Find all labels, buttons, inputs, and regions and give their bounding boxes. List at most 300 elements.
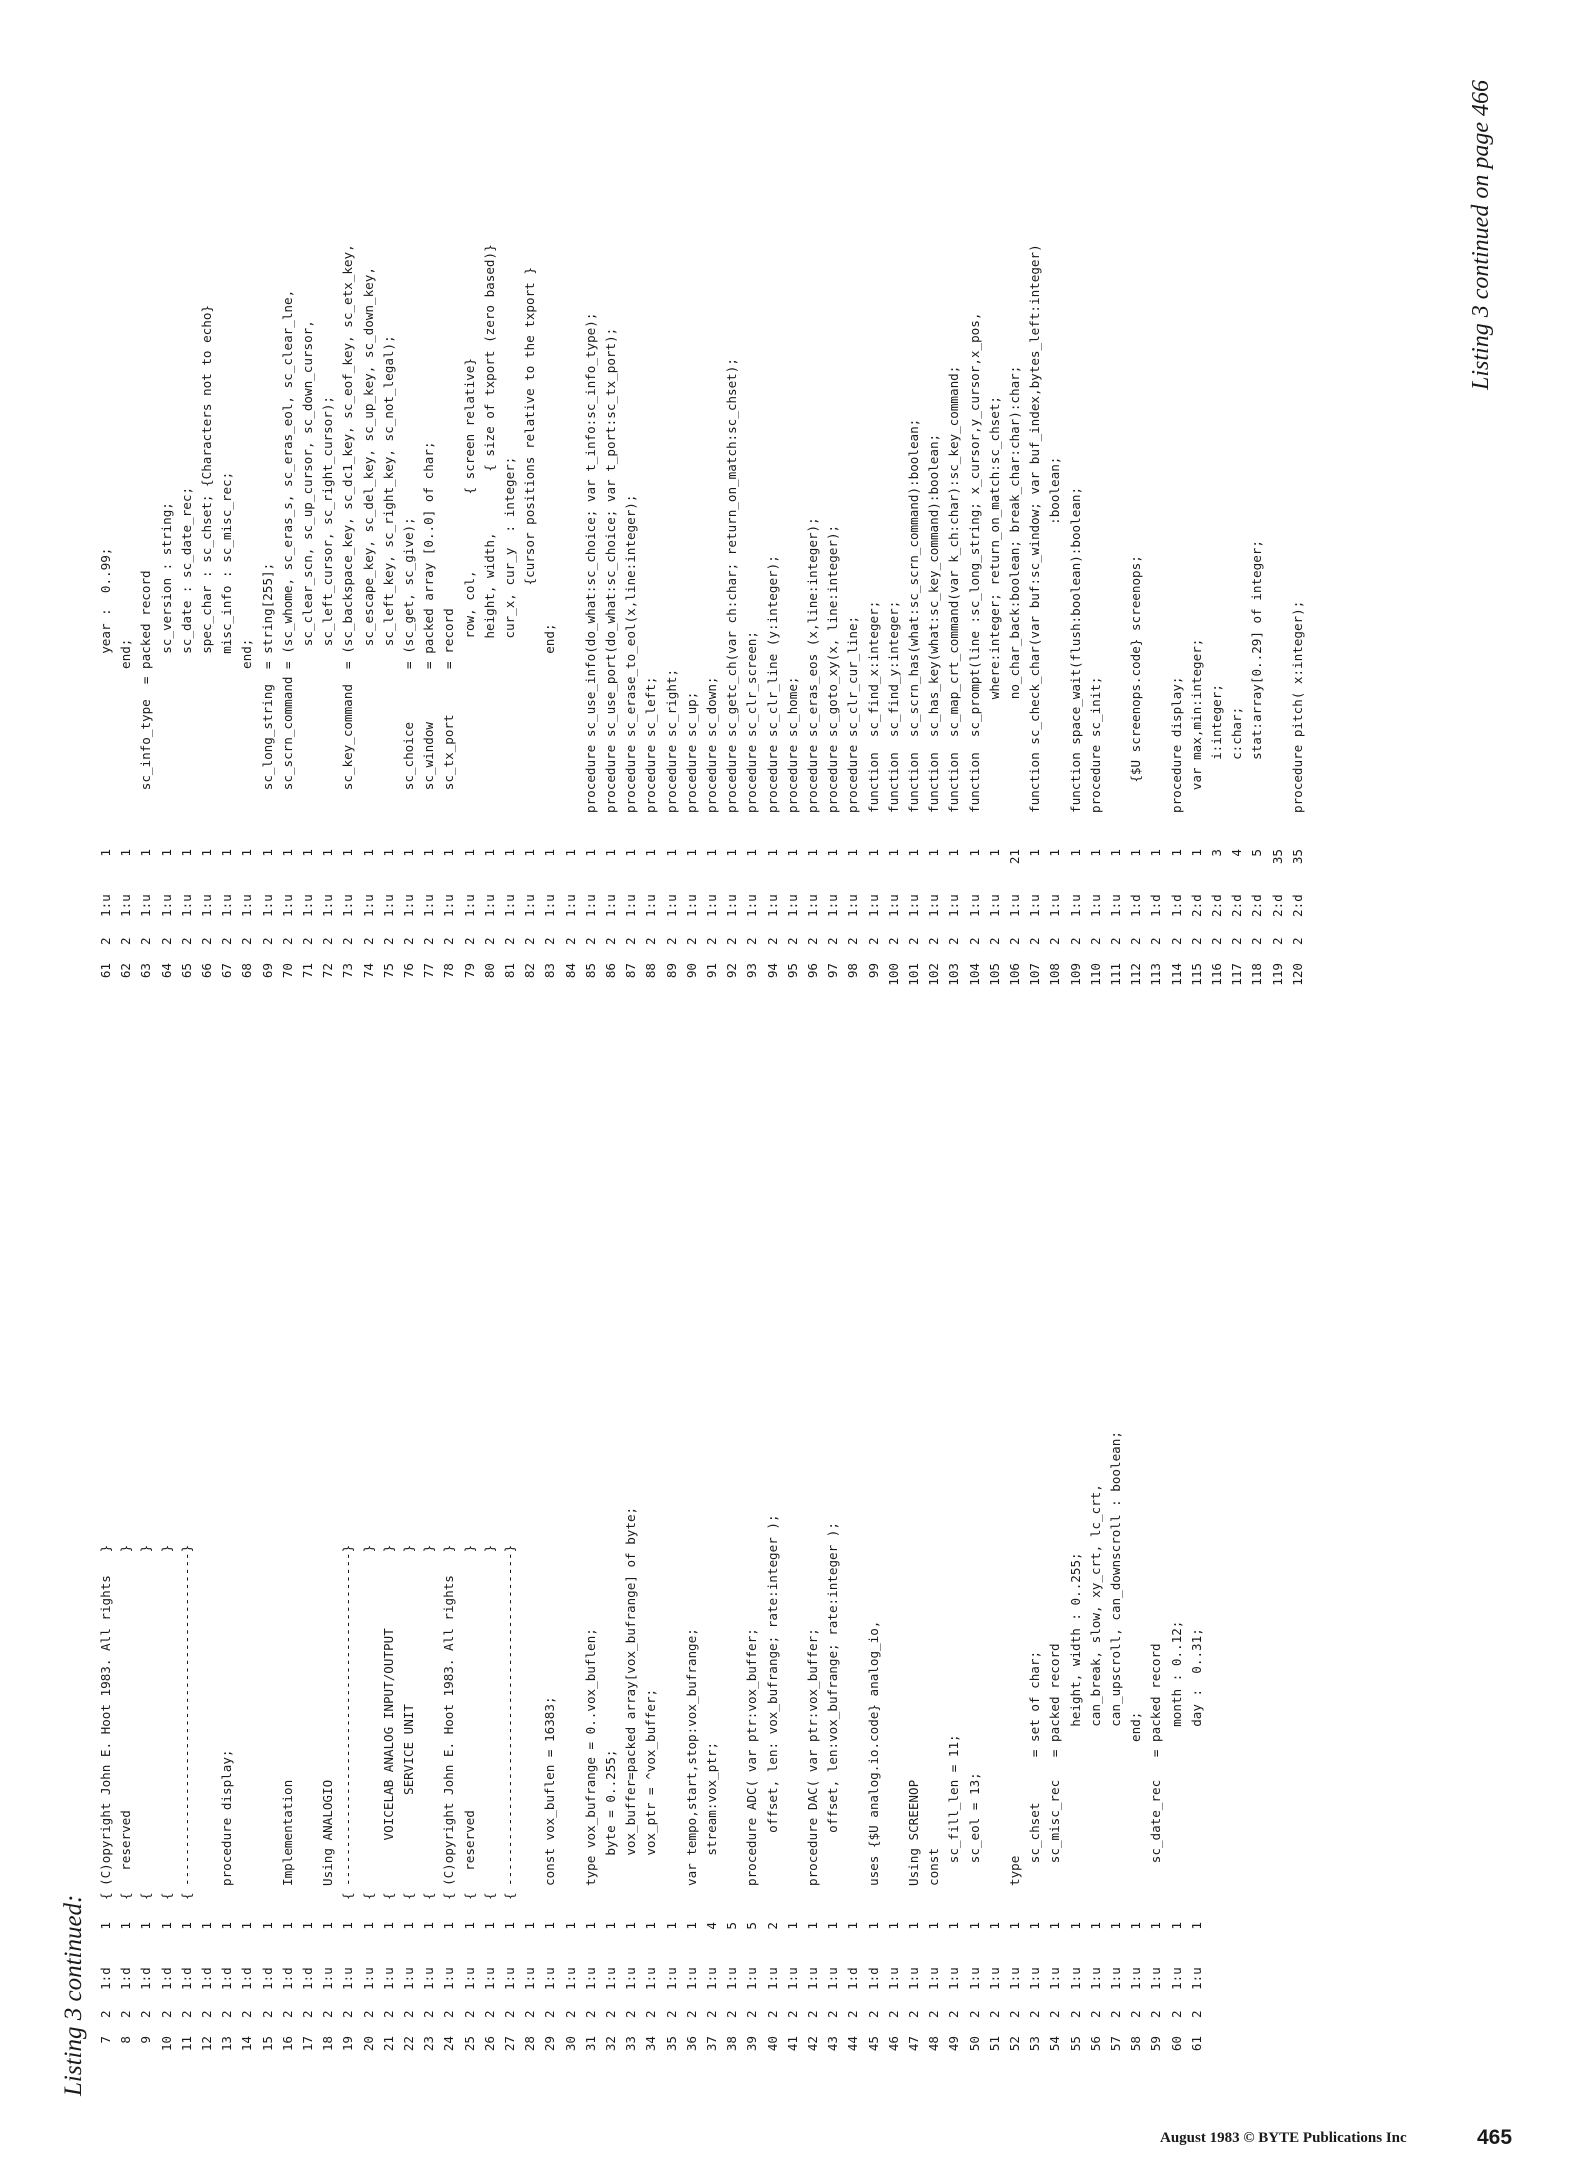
segment-number: 2 [683, 2010, 699, 2018]
code-text: reserved } [461, 1544, 477, 1886]
line-number: 12 [199, 2036, 214, 2052]
lex-level: 1:u [805, 894, 820, 917]
line-number: 9 [138, 2036, 154, 2044]
line-number: 39 [744, 2036, 760, 2052]
lex-level: 1:d [1168, 894, 1184, 917]
block-number: 1 [320, 849, 336, 857]
block-number: 1 [704, 849, 719, 857]
lex-level: 1:d [199, 1967, 214, 1990]
line-number: 94 [764, 963, 780, 979]
segment-number: 2 [986, 937, 1002, 945]
segment-number: 2 [1168, 2010, 1184, 2018]
line-number: 90 [683, 963, 699, 979]
segment-number: 2 [219, 937, 235, 945]
comment-brace: { [138, 1892, 154, 1900]
line-number: 61 [98, 963, 113, 979]
line-number: 49 [946, 2036, 962, 2052]
line-number: 102 [926, 963, 942, 986]
code-text: sc_fill_len = 11; [946, 1734, 962, 1886]
code-text: can_break, slow, xy_crt, lc_crt, [1087, 1484, 1103, 1886]
lex-level: 1:u [1007, 894, 1022, 917]
block-number: 1 [623, 849, 639, 857]
line-number: 85 [582, 963, 598, 979]
block-number: 1 [643, 1922, 659, 1930]
comment-brace: { [441, 1892, 457, 1900]
block-number: 21 [1007, 849, 1022, 865]
lex-level: 1:u [360, 894, 376, 917]
block-number: 1 [784, 849, 800, 857]
block-number: 1 [401, 849, 416, 857]
line-number: 89 [663, 963, 679, 979]
block-number: 1 [1128, 1922, 1144, 1930]
lex-level: 1:u [784, 894, 800, 917]
lex-level: 1:u [1148, 1967, 1164, 1990]
code-text: } [138, 1544, 154, 1886]
line-number: 93 [744, 963, 760, 979]
code-text: function sc_scrn_has(what:sc_scrn_command):boolean; [906, 418, 921, 813]
code-text: sc_long_string = string[255]; [259, 562, 275, 813]
code-text: procedure sc_down; [704, 676, 719, 813]
segment-number: 2 [481, 2010, 497, 2018]
block-number: 1 [986, 849, 1002, 857]
line-number: 53 [1027, 2036, 1043, 2052]
lex-level: 1:u [562, 1967, 578, 1990]
lex-level: 1:u [542, 1967, 558, 1990]
segment-number: 2 [825, 2010, 841, 2018]
code-text: procedure sc_init; [1087, 676, 1103, 813]
segment-number: 2 [1027, 937, 1043, 945]
code-text: end; [118, 638, 134, 813]
segment-number: 2 [623, 937, 639, 945]
lex-level: 1:u [724, 894, 740, 917]
line-number: 78 [441, 963, 457, 979]
line-number: 116 [1209, 963, 1224, 986]
lex-level: 1:u [441, 894, 457, 917]
code-text: function sc_prompt(line :sc_long_string; x_cursor,y_cursor,x_pos, [966, 312, 982, 813]
lex-level: 1:d [300, 1967, 315, 1990]
line-number: 77 [421, 963, 437, 979]
code-text: :boolean; [1047, 456, 1063, 813]
line-number: 25 [461, 2036, 477, 2052]
segment-number: 2 [582, 937, 598, 945]
code-text: sc_key_command = (sc_backspace_key, sc_dc1_key, sc_eof_key, sc_etx_key, [340, 244, 356, 813]
segment-number: 2 [1249, 937, 1265, 945]
block-number: 1 [502, 849, 517, 857]
segment-number: 2 [1289, 937, 1305, 945]
code-text: procedure ADC( var ptr:vox_buffer; [744, 1628, 760, 1886]
block-number: 1 [118, 849, 134, 857]
segment-number: 2 [1168, 937, 1184, 945]
segment-number: 2 [784, 2010, 800, 2018]
code-text: SERVICE UNIT } [401, 1544, 416, 1886]
lex-level: 1:u [461, 894, 477, 917]
lex-level: 1:u [623, 1967, 639, 1990]
block-number: 1 [865, 849, 881, 857]
line-number: 107 [1027, 963, 1043, 986]
segment-number: 2 [441, 2010, 457, 2018]
lex-level: 1:u [1047, 1967, 1063, 1990]
block-number: 1 [1188, 849, 1204, 857]
block-number: 1 [481, 1922, 497, 1930]
lex-level: 1:u [1007, 1967, 1022, 1990]
lex-level: 1:u [340, 1967, 356, 1990]
lex-level: 1:d [98, 1967, 113, 1990]
segment-number: 2 [966, 2010, 982, 2018]
lex-level: 1:u [885, 894, 901, 917]
code-text: misc_info : sc_misc_rec; [219, 471, 235, 813]
code-text: procedure display; [219, 1749, 235, 1886]
block-number: 1 [542, 849, 558, 857]
lex-level: 1:u [784, 1967, 800, 1990]
code-text: function sc_check_char(var buf:sc_window; var buf_index,bytes_left:integer) [1027, 244, 1043, 813]
block-number: 1 [380, 1922, 396, 1930]
line-number: 20 [360, 2036, 376, 2052]
block-number: 1 [825, 849, 841, 857]
lex-level: 1:u [704, 894, 719, 917]
code-text: sc_window = packed array [0..0] of char; [421, 441, 437, 813]
lex-level: 2:d [1289, 894, 1305, 917]
block-number: 1 [279, 1922, 295, 1930]
block-number: 1 [542, 1922, 558, 1930]
segment-number: 2 [279, 937, 295, 945]
segment-number: 2 [401, 2010, 416, 2018]
segment-number: 2 [340, 937, 356, 945]
segment-number: 2 [865, 937, 881, 945]
block-number: 5 [724, 1922, 740, 1930]
lex-level: 1:u [401, 1967, 416, 1990]
segment-number: 2 [845, 2010, 861, 2018]
segment-number: 2 [98, 937, 113, 945]
line-number: 34 [643, 2036, 659, 2052]
block-number: 1 [845, 1922, 861, 1930]
line-number: 81 [502, 963, 517, 979]
segment-number: 2 [1007, 937, 1022, 945]
block-number: 1 [906, 1922, 921, 1930]
block-number: 1 [340, 849, 356, 857]
block-number: 35 [1269, 849, 1285, 865]
segment-number: 2 [441, 937, 457, 945]
comment-brace: { [421, 1892, 437, 1900]
block-number: 1 [522, 1922, 538, 1930]
segment-number: 2 [986, 2010, 1002, 2018]
lex-level: 1:u [421, 1967, 437, 1990]
line-number: 101 [906, 963, 921, 986]
code-text: can_upscroll, can_downscroll : boolean; [1108, 1431, 1123, 1886]
segment-number: 2 [522, 937, 538, 945]
line-number: 47 [906, 2036, 921, 2052]
segment-number: 2 [481, 937, 497, 945]
line-number: 45 [865, 2036, 881, 2052]
line-number: 63 [138, 963, 154, 979]
lex-level: 1:u [966, 1967, 982, 1990]
code-text: function sc_has_key(what:sc_key_command):boolean; [926, 433, 942, 813]
code-text: --------------------------------------------} [502, 1544, 517, 1886]
line-number: 26 [481, 2036, 497, 2052]
lex-level: 1:u [279, 894, 295, 917]
block-number: 1 [906, 849, 921, 857]
comment-brace: { [178, 1892, 194, 1900]
comment-brace: { [98, 1892, 113, 1900]
line-number: 70 [279, 963, 295, 979]
block-number: 1 [986, 1922, 1002, 1930]
line-number: 72 [320, 963, 336, 979]
line-number: 80 [481, 963, 497, 979]
lex-level: 1:u [158, 894, 174, 917]
block-number: 1 [805, 1922, 820, 1930]
code-text: const [926, 1848, 942, 1886]
line-number: 8 [118, 2036, 134, 2044]
line-number: 62 [118, 963, 134, 979]
segment-number: 2 [199, 937, 214, 945]
block-number: 1 [441, 1922, 457, 1930]
line-number: 91 [704, 963, 719, 979]
lex-level: 1:u [825, 1967, 841, 1990]
code-text: procedure display; [1168, 676, 1184, 813]
lex-level: 1:u [582, 894, 598, 917]
block-number: 1 [380, 849, 396, 857]
segment-number: 2 [805, 2010, 820, 2018]
lex-level: 1:u [340, 894, 356, 917]
lex-level: 1:u [1047, 894, 1063, 917]
block-number: 1 [1067, 1922, 1083, 1930]
segment-number: 2 [663, 937, 679, 945]
line-number: 22 [401, 2036, 416, 2052]
block-number: 1 [562, 1922, 578, 1930]
line-number: 46 [885, 2036, 901, 2052]
block-number: 1 [118, 1922, 134, 1930]
lex-level: 1:u [825, 894, 841, 917]
line-number: 15 [259, 2036, 275, 2052]
segment-number: 2 [300, 2010, 315, 2018]
code-text: byte = 0..255; [603, 1749, 618, 1886]
lex-level: 2:d [1188, 894, 1204, 917]
code-text: sc_scrn_command = (sc_whome, sc_eras_s, sc_eras_eol, sc_clear_lne, [279, 289, 295, 813]
listing-header: Listing 3 continued: [60, 1894, 87, 2096]
line-number: 36 [683, 2036, 699, 2052]
segment-number: 2 [946, 2010, 962, 2018]
segment-number: 2 [724, 937, 740, 945]
code-text: --------------------------------------------} [340, 1544, 356, 1886]
block-number: 1 [562, 849, 578, 857]
segment-number: 2 [825, 937, 841, 945]
code-text: procedure sc_use_port(do_what:sc_choice; var t_port:sc_tx_port); [603, 327, 618, 813]
lex-level: 1:u [522, 1967, 538, 1990]
block-number: 1 [138, 1922, 154, 1930]
lex-level: 1:d [279, 1967, 295, 1990]
lex-level: 1:u [683, 1967, 699, 1990]
block-number: 1 [885, 1922, 901, 1930]
segment-number: 2 [461, 937, 477, 945]
block-number: 1 [784, 1922, 800, 1930]
line-number: 31 [582, 2036, 598, 2052]
line-number: 65 [178, 963, 194, 979]
line-number: 111 [1108, 963, 1123, 986]
segment-number: 2 [239, 937, 255, 945]
code-text: } [421, 1544, 437, 1886]
lex-level: 1:u [178, 894, 194, 917]
code-text: procedure sc_erase_to_eol(x,line:integer); [623, 494, 639, 813]
comment-brace: { [118, 1892, 134, 1900]
segment-number: 2 [1188, 2010, 1204, 2018]
block-number: 1 [926, 849, 942, 857]
code-text: uses {$U analog.io.code} analog_io, [865, 1620, 881, 1886]
code-text: sc_version : string; [158, 502, 174, 813]
code-text: procedure sc_home; [784, 676, 800, 813]
footer-text: August 1983 © BYTE Publications Inc [1160, 2130, 1407, 2146]
segment-number: 2 [158, 937, 174, 945]
lex-level: 1:u [219, 894, 235, 917]
line-number: 98 [845, 963, 861, 979]
block-number: 1 [966, 849, 982, 857]
code-text: VOICELAB ANALOG INPUT/OUTPUT } [380, 1544, 396, 1886]
code-text: Using SCREENOP [906, 1779, 921, 1886]
line-number: 109 [1067, 963, 1083, 986]
comment-brace: { [158, 1892, 174, 1900]
lex-level: 1:u [199, 894, 214, 917]
code-text: where:integer; return_on_match:sc_chset; [986, 395, 1002, 813]
segment-number: 2 [1087, 2010, 1103, 2018]
block-number: 1 [724, 849, 740, 857]
code-text: vox_ptr = ^vox_buffer; [643, 1688, 659, 1886]
line-number: 44 [845, 2036, 861, 2052]
line-number: 38 [724, 2036, 740, 2052]
segment-number: 2 [421, 937, 437, 945]
block-number: 1 [199, 849, 214, 857]
lex-level: 1:u [380, 1967, 396, 1990]
line-number: 51 [986, 2036, 1002, 2052]
code-text: sc_left_cursor, sc_right_cursor); [320, 395, 336, 813]
segment-number: 2 [360, 2010, 376, 2018]
line-number: 28 [522, 2036, 538, 2052]
block-number: 1 [845, 849, 861, 857]
line-number: 13 [219, 2036, 235, 2052]
line-number: 37 [704, 2036, 719, 2052]
code-text: } [158, 1544, 174, 1886]
code-text: end; [1128, 1711, 1144, 1886]
block-number: 1 [1007, 1922, 1022, 1930]
code-text: offset, len: vox_bufrange; rate:integer ); [764, 1514, 780, 1886]
line-number: 61 [1188, 2036, 1204, 2052]
code-text: year : 0..99; [98, 547, 113, 813]
segment-number: 2 [1148, 2010, 1164, 2018]
code-text: no_char_back:boolean; break_char:char):char; [1007, 365, 1022, 813]
code-text: procedure sc_left; [643, 676, 659, 813]
code-text: day : 0..31; [1188, 1628, 1204, 1886]
code-text: sc_chset = set of char; [1027, 1650, 1043, 1886]
code-text: } [481, 1544, 497, 1886]
line-number: 56 [1087, 2036, 1103, 2052]
block-number: 1 [360, 1922, 376, 1930]
lex-level: 1:u [502, 1967, 517, 1990]
segment-number: 2 [906, 937, 921, 945]
segment-number: 2 [542, 2010, 558, 2018]
block-number: 1 [178, 1922, 194, 1930]
block-number: 1 [744, 849, 760, 857]
lex-level: 1:u [118, 894, 134, 917]
code-text: procedure sc_clr_screen; [744, 631, 760, 813]
block-number: 1 [279, 849, 295, 857]
lex-level: 1:u [946, 894, 962, 917]
line-number: 60 [1168, 2036, 1184, 2052]
code-text: end; [542, 623, 558, 813]
line-number: 59 [1148, 2036, 1164, 2052]
comment-brace: { [502, 1892, 517, 1900]
block-number: 3 [1209, 849, 1224, 857]
block-number: 1 [623, 1922, 639, 1930]
segment-number: 2 [603, 2010, 618, 2018]
comment-brace: { [461, 1892, 477, 1900]
lex-level: 1:d [178, 1967, 194, 1990]
segment-number: 2 [380, 2010, 396, 2018]
lex-level: 1:u [239, 894, 255, 917]
block-number: 1 [441, 849, 457, 857]
lex-level: 1:u [380, 894, 396, 917]
line-number: 52 [1007, 2036, 1022, 2052]
block-number: 1 [926, 1922, 942, 1930]
lex-level: 1:u [1027, 894, 1043, 917]
comment-brace: { [380, 1892, 396, 1900]
segment-number: 2 [1047, 937, 1063, 945]
segment-number: 2 [360, 937, 376, 945]
line-number: 108 [1047, 963, 1063, 986]
lex-level: 1:u [1067, 894, 1083, 917]
code-text: (C)opyright John E. Hoot 1983. All rights } [98, 1544, 113, 1886]
code-text: procedure sc_goto_xy(x, line:integer); [825, 524, 841, 813]
block-number: 4 [1229, 849, 1245, 857]
segment-number: 2 [744, 2010, 760, 2018]
code-text: sc_info_type = packed record [138, 570, 154, 813]
segment-number: 2 [542, 937, 558, 945]
lex-level: 1:u [502, 894, 517, 917]
code-text: procedure sc_clr_cur_line; [845, 615, 861, 813]
code-text: vox_buffer=packed array[vox_bufrange] of byte; [623, 1506, 639, 1886]
block-number: 1 [663, 1922, 679, 1930]
segment-number: 2 [1067, 937, 1083, 945]
code-text: procedure pitch( x:integer); [1289, 600, 1305, 813]
lex-level: 1:u [562, 894, 578, 917]
segment-number: 2 [199, 2010, 214, 2018]
lex-level: 1:u [805, 1967, 820, 1990]
line-number: 7 [98, 2036, 113, 2044]
block-number: 1 [98, 849, 113, 857]
code-text: procedure sc_right; [663, 668, 679, 813]
block-number: 1 [966, 1922, 982, 1930]
comment-brace: { [401, 1892, 416, 1900]
block-number: 1 [663, 849, 679, 857]
segment-number: 2 [522, 2010, 538, 2018]
line-number: 30 [562, 2036, 578, 2052]
segment-number: 2 [239, 2010, 255, 2018]
code-text: procedure DAC( var ptr:vox_buffer; [805, 1628, 820, 1886]
line-number: 99 [865, 963, 881, 979]
line-number: 27 [502, 2036, 517, 2052]
continued-note: Listing 3 continued on page 466 [1468, 80, 1494, 390]
block-number: 1 [461, 1922, 477, 1930]
lex-level: 1:u [300, 894, 315, 917]
lex-level: 1:u [1087, 1967, 1103, 1990]
line-number: 69 [259, 963, 275, 979]
segment-number: 2 [1007, 2010, 1022, 2018]
lex-level: 1:u [966, 894, 982, 917]
segment-number: 2 [138, 937, 154, 945]
block-number: 1 [1108, 1922, 1123, 1930]
block-number: 1 [219, 1922, 235, 1930]
lex-level: 1:u [461, 1967, 477, 1990]
lex-level: 1:d [1148, 894, 1164, 917]
lex-level: 1:u [623, 894, 639, 917]
code-text: var max,min:integer; [1188, 638, 1204, 813]
segment-number: 2 [118, 2010, 134, 2018]
